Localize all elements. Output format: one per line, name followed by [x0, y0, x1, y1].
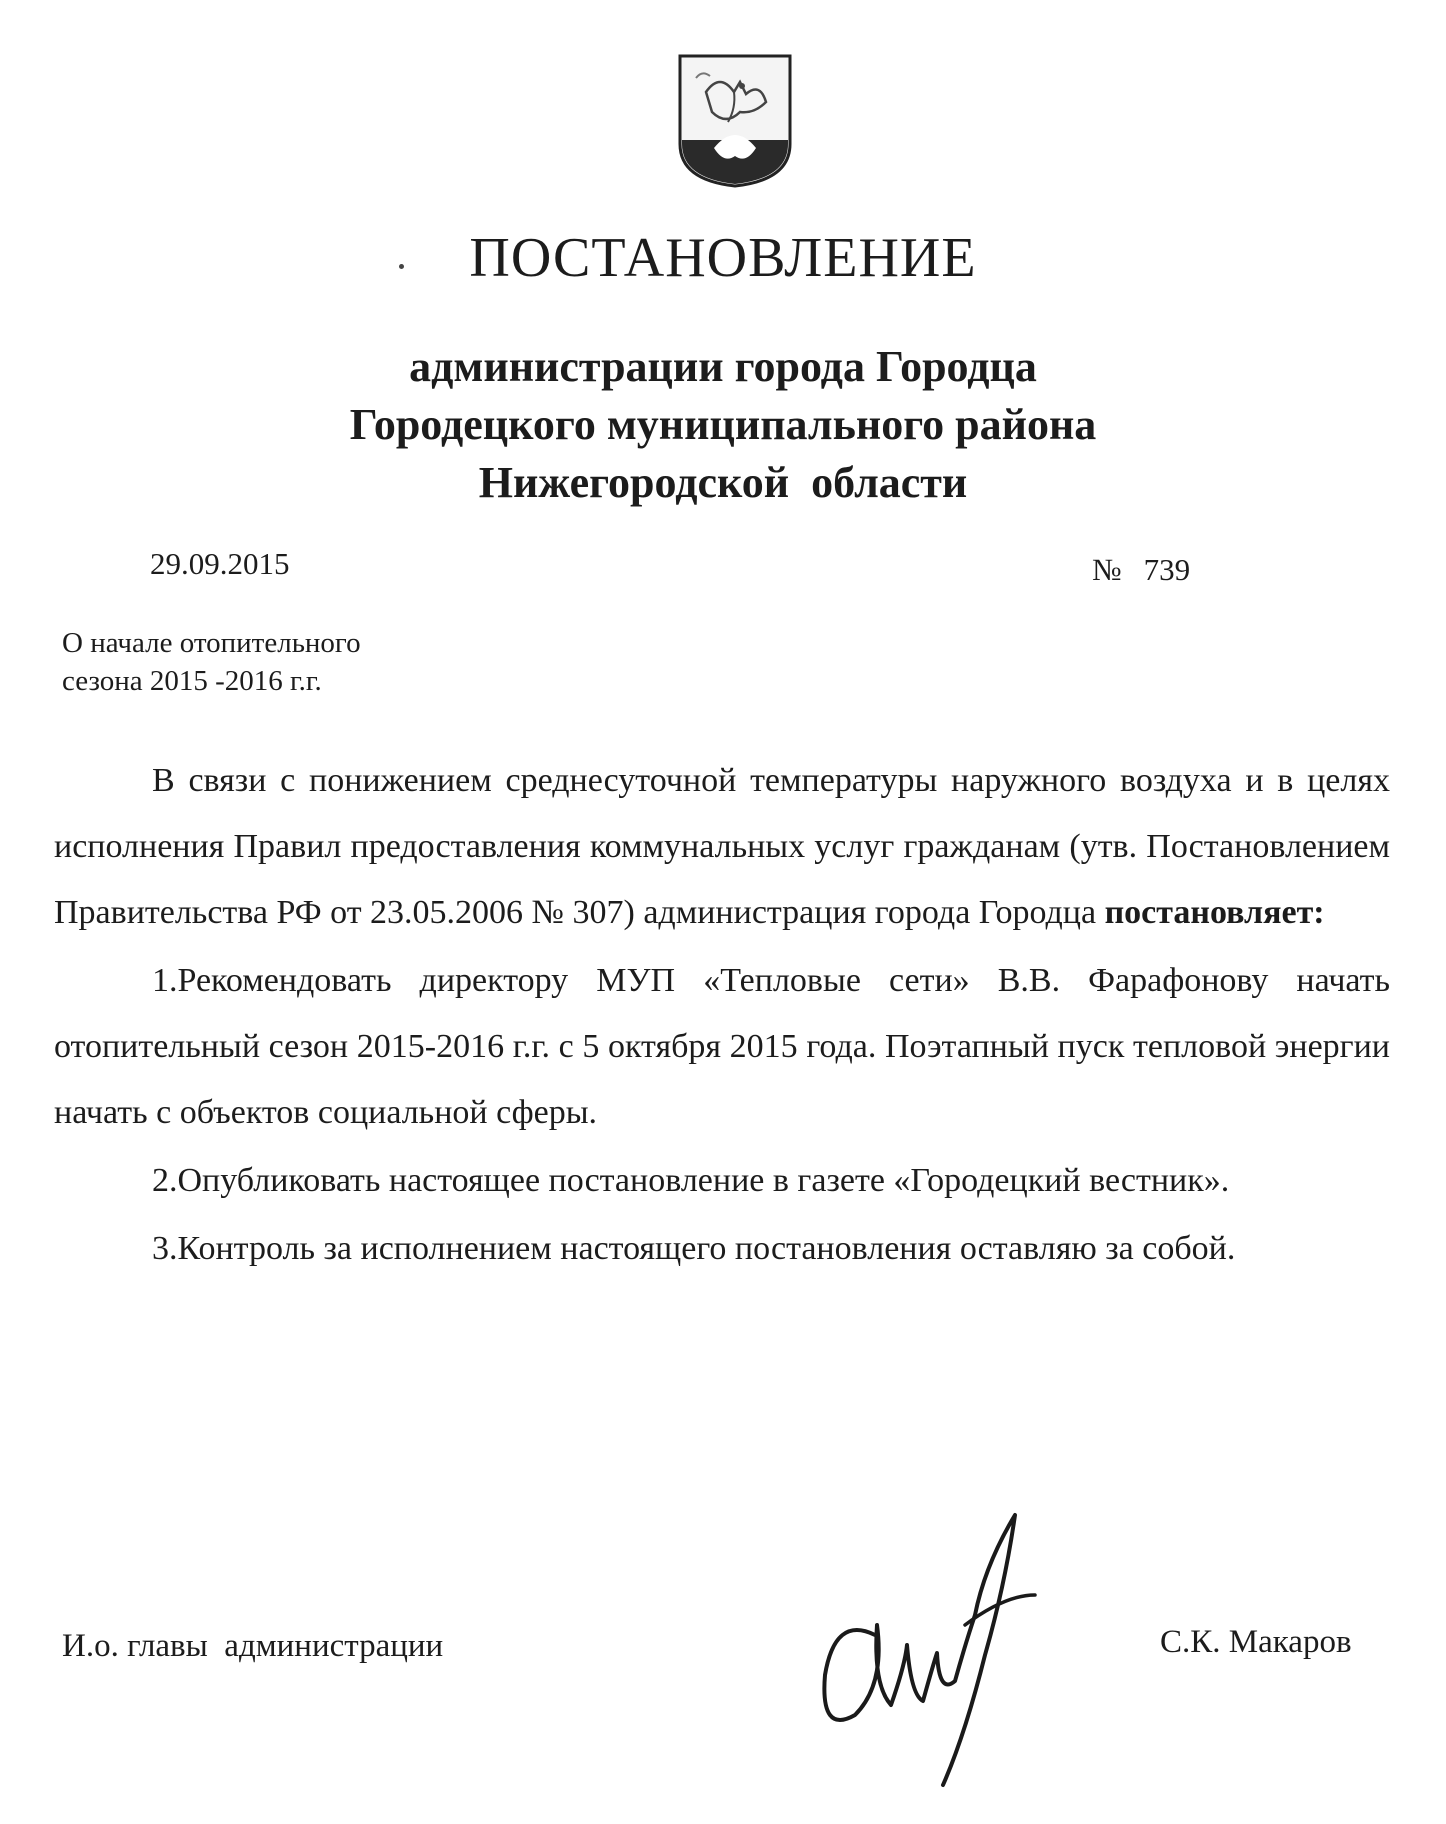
issuer-line-1: администрации города Городца [409, 342, 1037, 391]
signatory-position: И.о. главы администрации [62, 1628, 444, 1664]
number-sign: № [1092, 552, 1122, 587]
subject-line-1: О начале отопительного [62, 627, 361, 659]
subject-line-2: сезона 2015 -2016 г.г. [62, 665, 322, 697]
item-2: 2.Опубликовать настоящее постановление в газете «Городецкий вестник». [152, 1162, 1230, 1199]
signatory-name: С.К. Макаров [1160, 1624, 1352, 1660]
document-date: 29.09.2015 [150, 546, 290, 581]
coat-of-arms-icon [676, 52, 794, 190]
document-subject [62, 624, 361, 700]
scan-dot [399, 264, 404, 269]
handwritten-signature-icon [815, 1505, 1055, 1795]
document-number [1092, 552, 1190, 588]
item-3: 3.Контроль за исполнением настоящего постановления оставляю за собой. [152, 1230, 1236, 1267]
item-1: 1.Рекомендовать директору МУП «Тепловые сети» В.В. Фарафонову начать отопительный сезон 2015-2016 г.г. с 5 октября 2015 года. Поэтапный пуск тепловой энергии начать с объектов социальной сферы. [54, 962, 1390, 1131]
issuer-line-2: Городецкого муниципального района [349, 400, 1097, 449]
resolution-verb: постановляет: [1104, 894, 1325, 931]
number-value: 739 [1143, 552, 1191, 587]
document-type-title: ПОСТАНОВЛЕНИЕ [469, 227, 977, 289]
preamble-paragraph [54, 748, 1390, 946]
document-body [54, 748, 1390, 1284]
issuer-block [0, 338, 1446, 512]
issuer-line-3: Нижегородской области [478, 458, 968, 507]
preamble-text: В связи с понижением среднесуточной температуры наружного воздуха и в целях исполнения Правил предоставления коммунальных услуг гражданам (утв. Постановлением Правительства РФ от 23.05.2006 № 307) администрация города Городца [54, 762, 1390, 931]
